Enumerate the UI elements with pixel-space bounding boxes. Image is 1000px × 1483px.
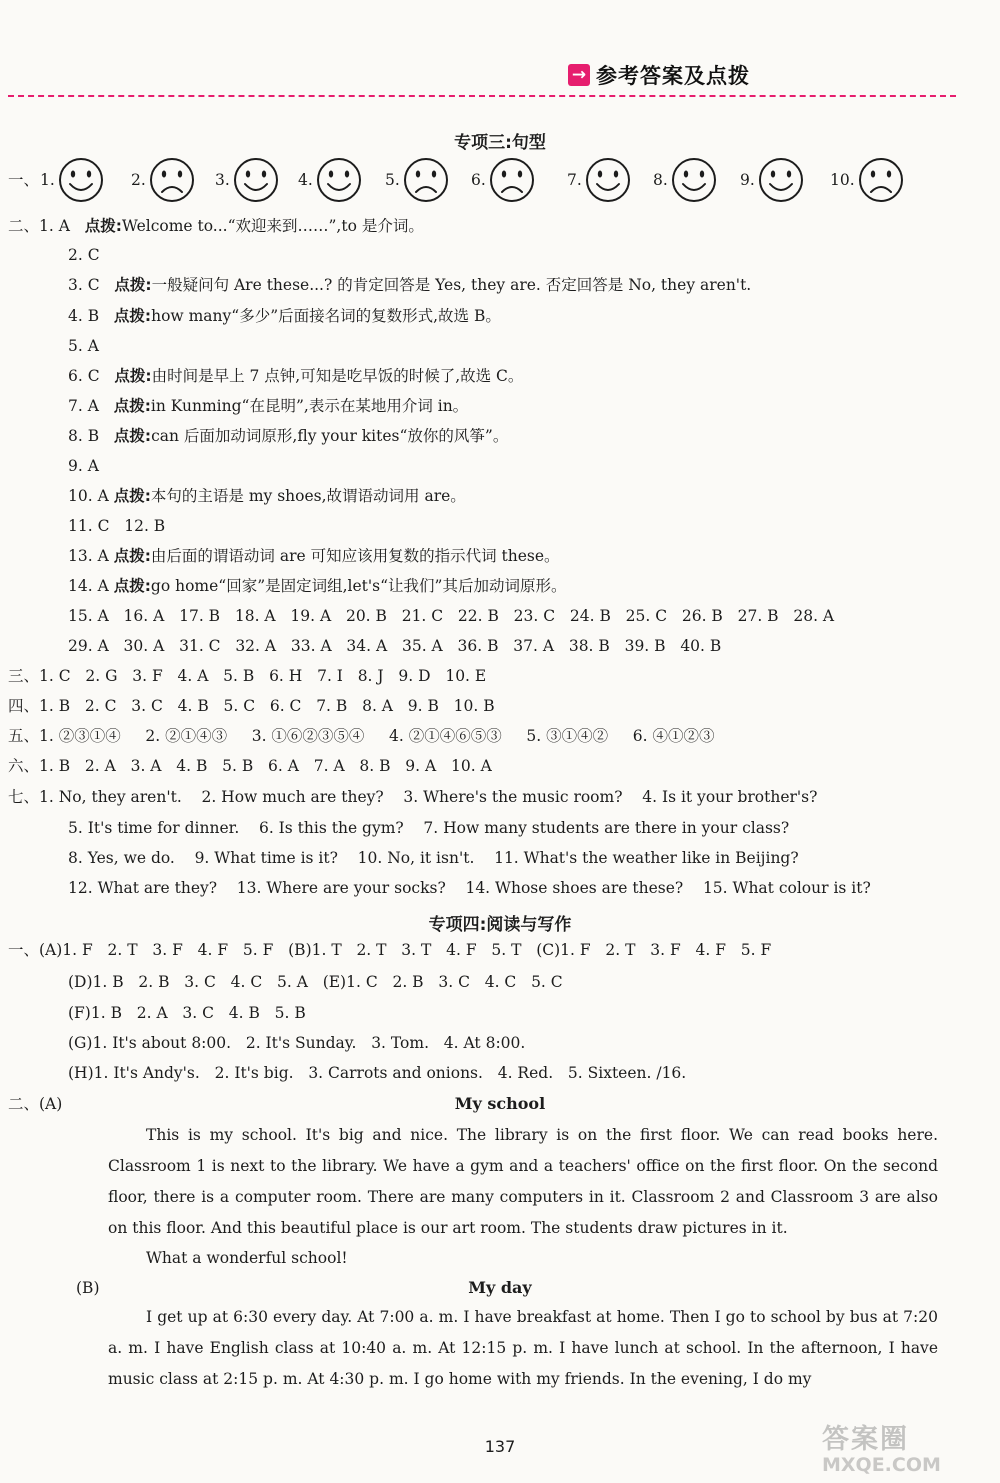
answer-key: 10. A (68, 487, 114, 505)
reading-answers-line: (F)1. B 2. A 3. C 4. B 5. B (68, 1004, 306, 1022)
face-number: 1. (40, 171, 55, 189)
answer-line (68, 366, 523, 386)
watermark-url: MXQE.COM (822, 1454, 941, 1476)
sad-face-icon (488, 156, 536, 204)
page-number: 137 (484, 1437, 516, 1456)
answer-key: 4. B (68, 307, 114, 325)
answers-7-line: 8. Yes, we do. 9. What time is it? 10. No, it isn't. 11. What's the weather like in Beijing? (68, 849, 799, 867)
tip-label: 点拨: (84, 217, 122, 235)
answers-3: 三、1. C 2. G 3. F 4. A 5. B 6. H 7. I 8. J 9. D 10. E (8, 667, 487, 685)
tip-text: go home“回家”是固定词组,let's“让我们”其后加动词原形。 (150, 577, 567, 595)
answer-key: 29. A 30. A 31. C 32. A 33. A 34. A 35. A 36. B 37. A 38. B 39. B 40. B (68, 637, 722, 655)
header-title: 参考答案及点拨 (596, 64, 750, 88)
tip-text: how many“多少”后面接名词的复数形式,故选 B。 (151, 307, 501, 325)
answer-line (68, 486, 466, 506)
answers-6: 六、1. B 2. A 3. A 4. B 5. B 6. A 7. A 8. B 9. A 10. A (8, 757, 492, 775)
face-item (131, 156, 196, 204)
sad-face-icon (402, 156, 450, 204)
sad-face-icon (148, 156, 196, 204)
watermark-logo (822, 1417, 992, 1477)
smiley-face-icon (757, 156, 805, 204)
sad-face-icon (857, 156, 905, 204)
reading-answers-line: (H)1. It's Andy's. 2. It's big. 3. Carrots and onions. 4. Red. 5. Sixteen. /16. (68, 1064, 687, 1082)
answer-line (68, 516, 165, 536)
answer-line (68, 426, 508, 446)
section-3-title: 专项三:句型 (454, 133, 546, 153)
tip-label: 点拨: (113, 577, 151, 595)
watermark-title: 答案圈 (822, 1424, 909, 1455)
answer-key: 3. C (68, 276, 115, 294)
face-item (653, 156, 718, 204)
reading-answers-line: (D)1. B 2. B 3. C 4. C 5. A (E)1. C 2. B 3. C 4. C 5. C (68, 973, 563, 991)
face-number: 9. (740, 171, 755, 189)
essay-b-title: My day (468, 1278, 532, 1297)
answer-key: 8. B (68, 427, 114, 445)
faces-row (40, 156, 940, 204)
face-number: 8. (653, 171, 668, 189)
answer-key: 9. A (68, 457, 99, 475)
answer-key: 15. A 16. A 17. B 18. A 19. A 20. B 21. C 22. B 23. C 24. B 25. C 26. B 27. B 28. A (68, 607, 835, 625)
section-4-title: 专项四:阅读与写作 (428, 915, 572, 935)
answer-line (68, 456, 99, 476)
tip-label: 点拨: (113, 427, 152, 445)
smiley-face-icon (232, 156, 280, 204)
answer-key: 11. C 12. B (68, 517, 166, 535)
reading-answers-line: (G)1. It's about 8:00. 2. It's Sunday. 3. Tom. 4. At 8:00. (68, 1034, 526, 1052)
page-header (568, 62, 750, 88)
face-item (830, 156, 905, 204)
essay-b-label: (B) (76, 1279, 100, 1297)
tip-text: Welcome to...“欢迎来到……”,to 是介词。 (121, 217, 424, 235)
answers-5: 五、1. ②③①④ 2. ②①④③ 3. ①⑥②③⑤④ 4. ②①④⑥⑤③ 5. ③①④② 6. ④①②③ (8, 727, 715, 745)
answers-7-line: 12. What are they? 13. Where are your socks? 14. Whose shoes are these? 15. What colour is it? (68, 879, 871, 897)
answer-line (68, 245, 100, 265)
essay-a-paragraph: This is my school. It's big and nice. The library is on the first floor. We can read books here. Classroom 1 is next to the library. We have a gym and a teachers' office on the first floor. On the second floor, there is a computer room. There are many computers in it. Classroom 2 and Classroom 3 are also on this floor. And this beautiful place is our art room. The students draw pictures in it. (108, 1126, 938, 1237)
tip-label: 点拨: (113, 307, 152, 325)
answer-line (68, 336, 99, 356)
face-item (215, 156, 280, 204)
tip-text: 本句的主语是 my shoes,故谓语动词用 are。 (150, 487, 466, 505)
face-item (567, 156, 632, 204)
face-number: 7. (567, 171, 582, 189)
answer-key: 2. C (68, 246, 100, 264)
answer-key: 13. A (68, 547, 114, 565)
face-number: 6. (471, 171, 486, 189)
answer-key: 6. C (68, 367, 115, 385)
answer-line (68, 306, 501, 326)
answer-line (68, 275, 751, 295)
face-item (740, 156, 805, 204)
tip-label: 点拨: (114, 276, 152, 294)
face-number: 2. (131, 171, 146, 189)
answers-7-line: 七、1. No, they aren't. 2. How much are they? 3. Where's the music room? 4. Is it your brother's? (8, 788, 818, 806)
tip-text: 由后面的谓语动词 are 可知应该用复数的指示代词 these。 (150, 547, 560, 565)
tip-text: 由时间是早上 7 点钟,可知是吃早饭的时候了,故选 C。 (151, 367, 524, 385)
answers-7-line: 5. It's time for dinner. 6. Is this the gym? 7. How many students are there in your class? (68, 819, 790, 837)
answer-line (68, 576, 566, 596)
tip-text: can 后面加动词原形,fly your kites“放你的风筝”。 (151, 427, 509, 445)
answer-line (68, 636, 721, 656)
face-item (471, 156, 536, 204)
essay-b-paragraph: I get up at 6:30 every day. At 7:00 a. m. I have breakfast at home. Then I go to school by bus at 7:20 a. m. I have English class at 10:40 a. m. At 12:15 p. m. I have lunch at school. In the afternoon, I have music class at 2:15 p. m. At 4:30 p. m. I go home with my friends. In the evening, I do my (108, 1308, 938, 1388)
answer-line (68, 396, 468, 416)
reading-answers-line: 一、(A)1. F 2. T 3. F 4. F 5. F (B)1. T 2. T 3. T 4. F 5. T (C)1. F 2. T 3. F 4. F 5. F (8, 941, 772, 959)
answers-4: 四、1. B 2. C 3. C 4. B 5. C 6. C 7. B 8. A 9. B 10. B (8, 697, 495, 715)
tip-label: 点拨: (114, 367, 152, 385)
answer-line (68, 546, 560, 566)
tip-label: 点拨: (113, 547, 151, 565)
tip-text: 一般疑问句 Are these...? 的肯定回答是 Yes, they are. 否定回答是 No, they aren't. (151, 276, 752, 294)
smiley-face-icon (57, 156, 105, 204)
tip-label: 点拨: (113, 487, 151, 505)
face-item (40, 156, 105, 204)
tip-text: in Kunming“在昆明”,表示在某地用介词 in。 (150, 397, 469, 415)
answer-key: 二、1. A (8, 217, 85, 235)
answer-key: 14. A (68, 577, 114, 595)
tip-label: 点拨: (113, 397, 151, 415)
header-divider (8, 95, 956, 97)
face-item (298, 156, 363, 204)
faces-lead: 一、 (8, 171, 40, 189)
arrow-right-icon: → (568, 64, 590, 86)
essay-a-closing: What a wonderful school! (146, 1249, 348, 1267)
smiley-face-icon (670, 156, 718, 204)
answer-line (8, 216, 424, 236)
face-number: 5. (385, 171, 400, 189)
answer-key: 7. A (68, 397, 114, 415)
smiley-face-icon (584, 156, 632, 204)
essay-a-label: 二、(A) (8, 1095, 63, 1113)
face-number: 10. (830, 171, 855, 189)
answer-line (68, 606, 834, 626)
face-number: 4. (298, 171, 313, 189)
smiley-face-icon (315, 156, 363, 204)
face-item (385, 156, 450, 204)
face-number: 3. (215, 171, 230, 189)
essay-a-title: My school (454, 1094, 546, 1113)
answer-key: 5. A (68, 337, 99, 355)
